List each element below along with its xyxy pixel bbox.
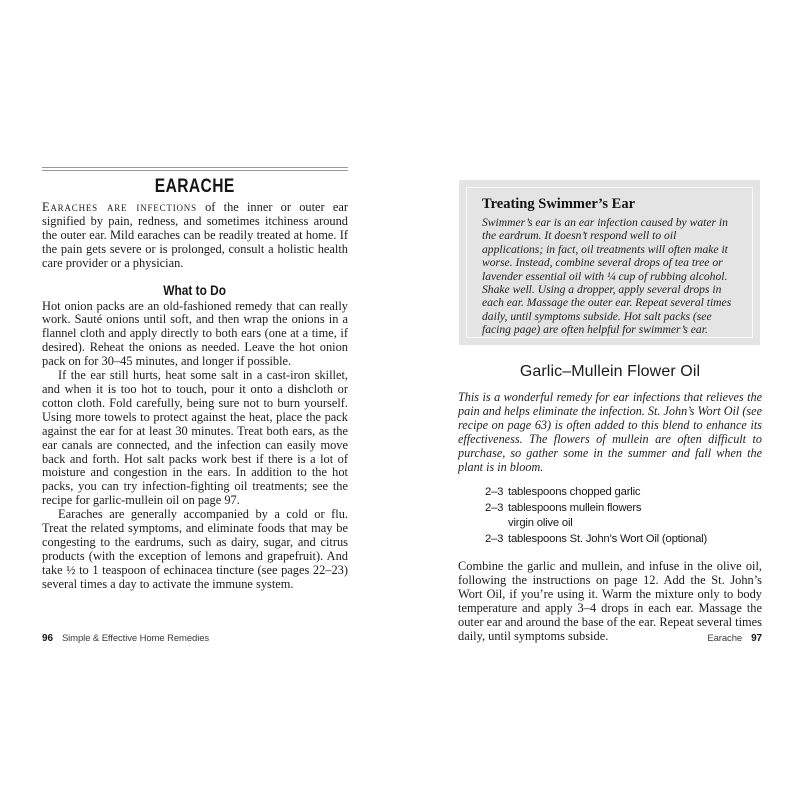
right-page-footer xyxy=(707,633,762,644)
ingredient-row xyxy=(485,532,762,548)
section-heading xyxy=(42,283,348,298)
ingredient-name: tablespoons mullein flowers xyxy=(508,501,642,514)
right-page-number: 97 xyxy=(751,633,762,644)
recipe-instructions: Combine the garlic and mullein, and infuse in the olive oil, following the instructions on page 12. Add the St. John’s Wort Oil, if you’re using it. Warm the mixture only to body temperature and apply 3–4 drops in each ear. Massage the outer ear and around the base of the ear. Repeat several times daily, until symptoms subside. xyxy=(458,559,762,643)
recipe-section xyxy=(458,363,762,644)
right-footer-title: Earache xyxy=(707,633,743,644)
ingredient-quantity: 2–3 xyxy=(485,486,504,499)
chapter-title-text: EARACHE xyxy=(155,176,235,197)
ingredient-row xyxy=(485,516,762,532)
ingredient-row xyxy=(485,485,762,501)
left-page-number: 96 xyxy=(42,633,53,644)
ingredient-name: virgin olive oil xyxy=(508,517,573,530)
ingredient-list xyxy=(485,485,762,547)
chapter-rule xyxy=(42,167,348,171)
left-footer-title: Simple & Effective Home Remedies xyxy=(61,633,210,644)
left-page xyxy=(42,167,348,592)
intro-lead-smallcaps: Earaches are infections xyxy=(42,200,197,214)
body-paragraph: Hot onion packs are an old-fashioned remedy that can really work. Sauté onions until soft, and then wrap the onions in a flannel cloth and apply directly to both ears (one at a time, if desired). Reheat the onions as needed. Leave the hot onion pack on for 30–45 minutes, and longer if possible. xyxy=(42,298,348,369)
body-paragraph: If the ear still hurts, heat some salt in a cast-iron skillet, and when it is too hot to touch, pour it onto a dishcloth or cotton cloth. Fold carefully, being sure not to burn yourself. Using more towels to protect against the heat, place the pack against the ear for at least 30 minutes. Treat both ears, as the ear canals are connected, and the infection can easily move back and forth. Hot salt packs work best if there is a lot of moisture and congestion in the ears. In addition to the hot packs, you can try infection-fighting oil treatments; see the recipe for garlic-mullein oil on page 97. xyxy=(42,368,348,508)
intro-rest: of the inner or outer ear signified by pain, redness, and sometimes itchiness around the outer ear. Mild earaches can be readily treated at home. If the pain gets severe or is prolonged, consult a holistic health care provider or a physician. xyxy=(42,200,348,270)
sidebar-box-body: Swimmer’s ear is an ear infection caused by water in the eardrum. It doesn’t respond well to oil applications; in fact, oil treatments will often make it worse. Instead, combine several drops of tea tree or lavender essential oil with ¼ cup of rubbing alcohol. Shake well. Using a dropper, apply several drops in each ear. Massage the outer ear. Repeat several times daily, until symptoms subside. Hot salt packs (see facing page) are often helpful for swimmer’s ear. xyxy=(482,216,732,337)
recipe-title: Garlic–Mullein Flower Oil xyxy=(519,363,701,380)
ingredient-row xyxy=(485,501,762,517)
intro-paragraph xyxy=(42,201,348,271)
ingredient-quantity: 2–3 xyxy=(485,532,504,545)
body-paragraph: Earaches are generally accompanied by a cold or flu. Treat the related symptoms, and eliminate foods that may be congesting to the eardrums, such as dairy, sugar, and citrus products (with the exception of lemons and grapefruit). And take ½ to 1 teaspoon of echinacea tincture (see pages 22–23) several times a day to activate the immune system. xyxy=(42,507,348,591)
sidebar-box-heading: Treating Swimmer’s Ear xyxy=(482,196,636,212)
left-page-footer xyxy=(42,633,209,644)
ingredient-quantity xyxy=(485,516,508,532)
ingredient-quantity: 2–3 xyxy=(485,501,504,514)
ingredient-name: tablespoons St. John’s Wort Oil (optional) xyxy=(508,532,708,545)
sidebar-box-inner-frame xyxy=(466,187,753,338)
recipe-intro: This is a wonderful remedy for ear infections that relieves the pain and helps eliminate the infection. St. John’s Wort Oil (see recipe on page 63) is often added to this blend to enhance its effectiveness. The flowers of mullein are often difficult to purchase, so gather some in the summer and fall when the plant is in bloom. xyxy=(458,390,762,474)
ingredient-name: tablespoons chopped garlic xyxy=(508,486,641,499)
chapter-title xyxy=(42,176,348,198)
swimmers-ear-sidebar-box xyxy=(459,180,760,345)
section-heading-text: What to Do xyxy=(163,282,227,298)
